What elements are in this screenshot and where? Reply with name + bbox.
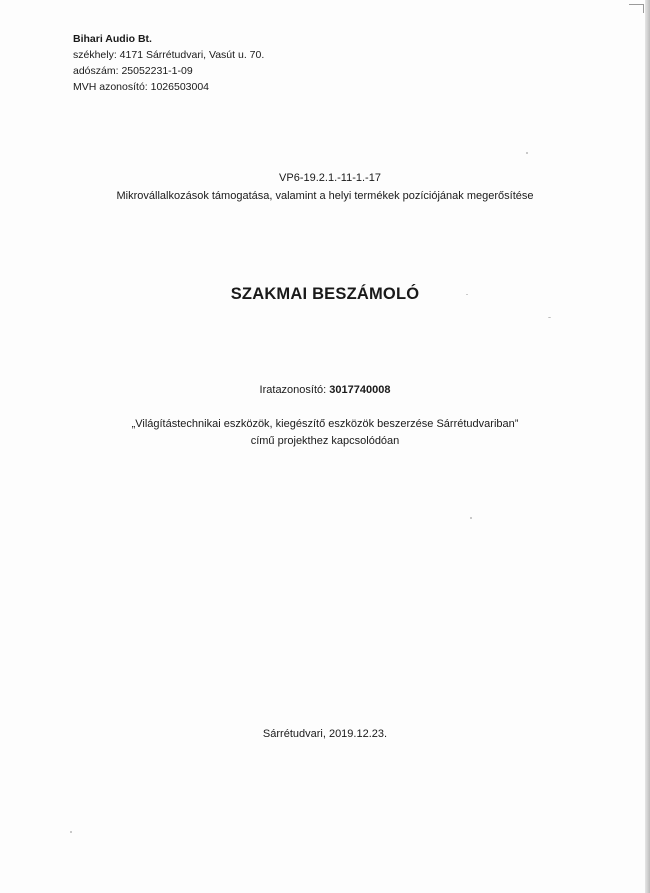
company-address: székhely: 4171 Sárrétudvari, Vasút u. 70. — [73, 49, 265, 61]
place-and-date: Sárrétudvari, 2019.12.23. — [262, 728, 388, 740]
program-code: VP6-19.2.1.-11-1.-17 — [279, 172, 381, 184]
corner-crop-mark — [629, 4, 644, 13]
project-subtitle: című projekthez kapcsolódóan — [250, 435, 400, 447]
program-block — [0, 169, 650, 205]
project-block — [0, 416, 650, 450]
document-id — [0, 384, 650, 396]
project-title: „Világítástechnikai eszközök, kiegészítő eszközök beszerzése Sárrétudvariban” — [131, 418, 519, 430]
document-id-label: Iratazonosító: — [259, 384, 327, 396]
scan-speck — [548, 317, 551, 318]
document-id-value: 3017740008 — [329, 384, 391, 396]
company-mvh-id: MVH azonosító: 1026503004 — [73, 81, 210, 93]
program-name: Mikrovállalkozások támogatása, valamint a helyi termékek pozíciójának megerősítése — [116, 190, 534, 202]
company-name: Bihari Audio Bt. — [73, 33, 152, 45]
document-title: SZAKMAI BESZÁMOLÓ — [230, 285, 420, 303]
scan-speck — [470, 517, 472, 519]
scan-speck — [466, 294, 468, 295]
scan-speck — [526, 152, 528, 154]
sender-block — [73, 31, 264, 95]
scan-speck — [70, 831, 72, 833]
company-tax-number: adószám: 25052231-1-09 — [73, 65, 193, 77]
